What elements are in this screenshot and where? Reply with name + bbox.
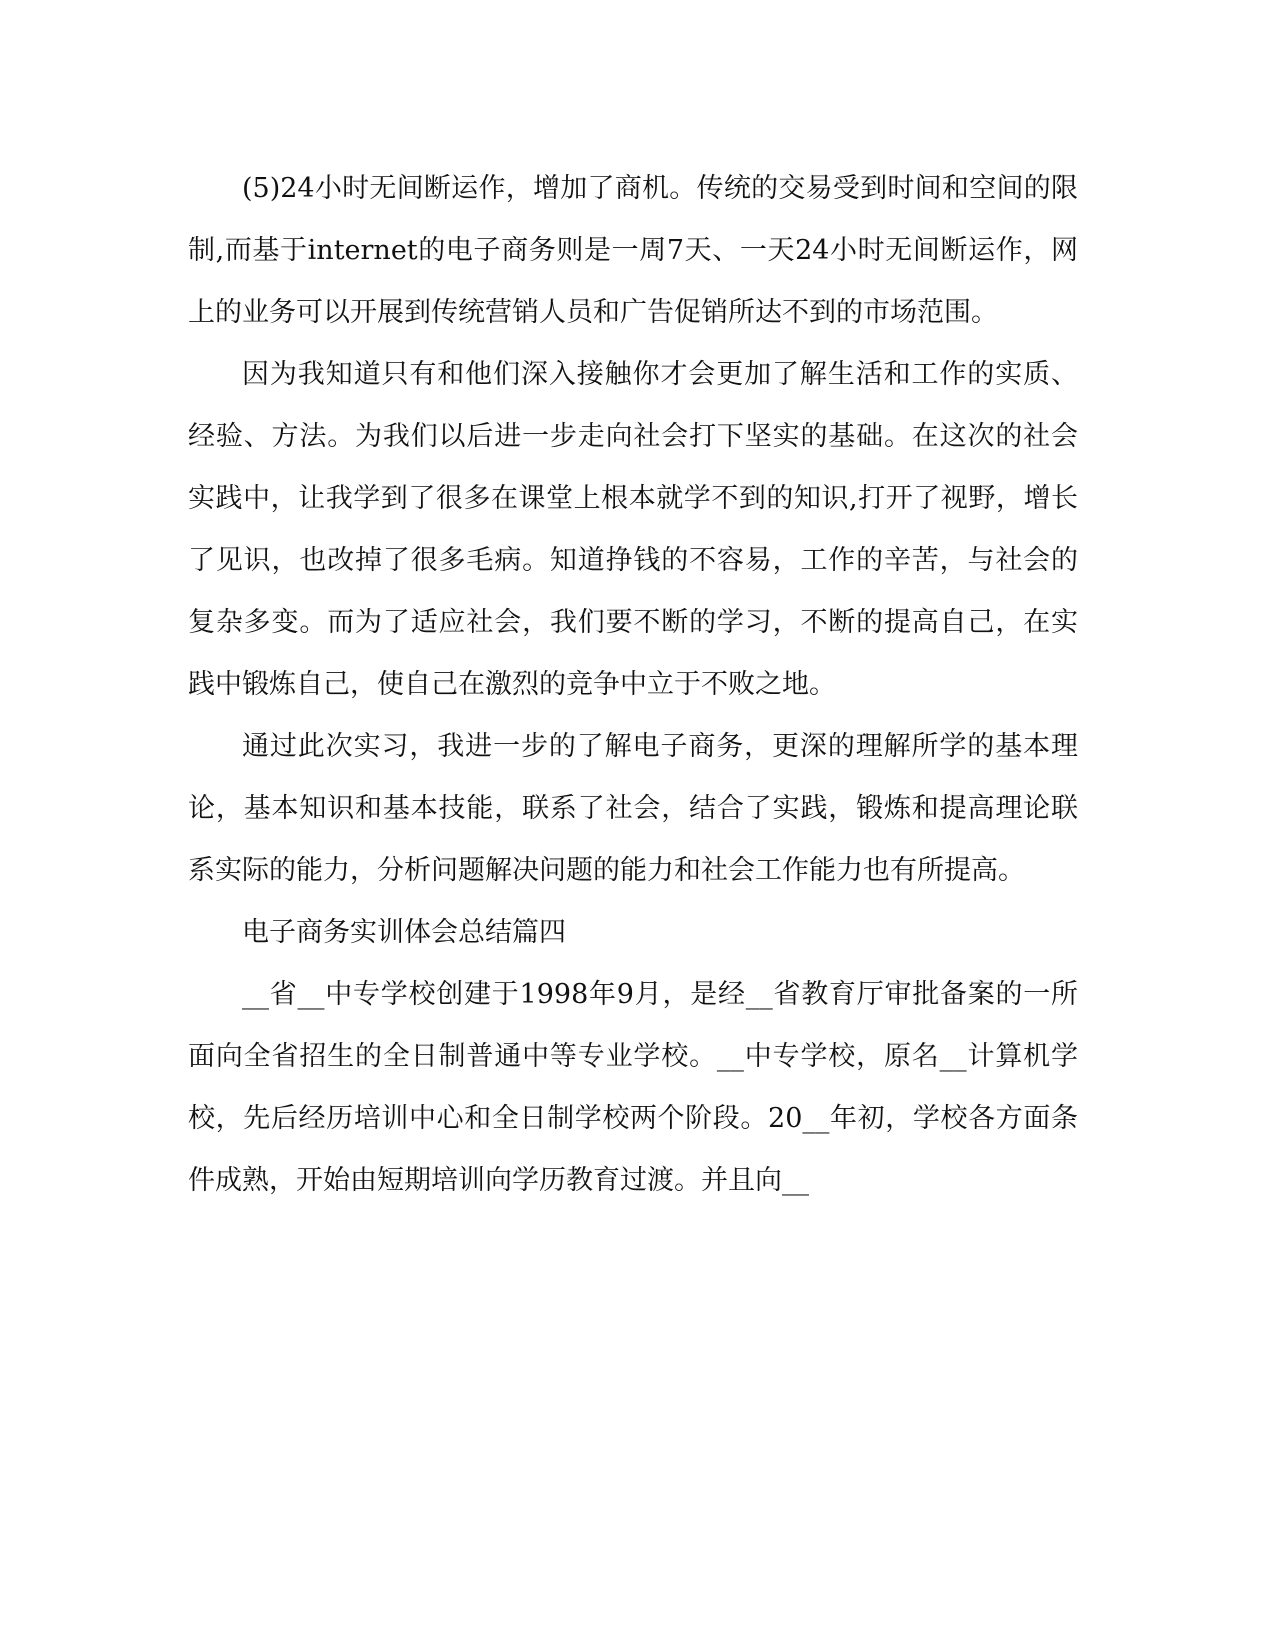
document-body — [188, 158, 1078, 1212]
paragraph-24-hour-operation: (5)24小时无间断运作，增加了商机。传统的交易受到时间和空间的限制,而基于internet的电子商务则是一周7天、一天24小时无间断运作，网上的业务可以开展到传统营销人员和广告促销所达不到的市场范围。 — [188, 173, 1078, 328]
section-heading-part-four: 电子商务实训体会总结篇四 — [242, 917, 566, 948]
paragraph-internship-summary: 通过此次实习，我进一步的了解电子商务，更深的理解所学的基本理论，基本知识和基本技能，联系了社会，结合了实践，锻炼和提高理论联系实际的能力，分析问题解决问题的能力和社会工作能力也有所提高。 — [188, 731, 1078, 886]
paragraph-school-introduction: __省__中专学校创建于1998年9月，是经__省教育厅审批备案的一所面向全省招生的全日制普通中等专业学校。__中专学校，原名__计算机学校，先后经历培训中心和全日制学校两个阶段。20__年初，学校各方面条件成熟，开始由短期培训向学历教育过渡。并且向__ — [188, 979, 1078, 1196]
paragraph-social-practice: 因为我知道只有和他们深入接触你才会更加了解生活和工作的实质、经验、方法。为我们以后进一步走向社会打下坚实的基础。在这次的社会实践中，让我学到了很多在课堂上根本就学不到的知识,打开了视野，增长了见识，也改掉了很多毛病。知道挣钱的不容易，工作的辛苦，与社会的复杂多变。而为了适应社会，我们要不断的学习，不断的提高自己，在实践中锻炼自己，使自己在激烈的竞争中立于不败之地。 — [188, 359, 1078, 700]
